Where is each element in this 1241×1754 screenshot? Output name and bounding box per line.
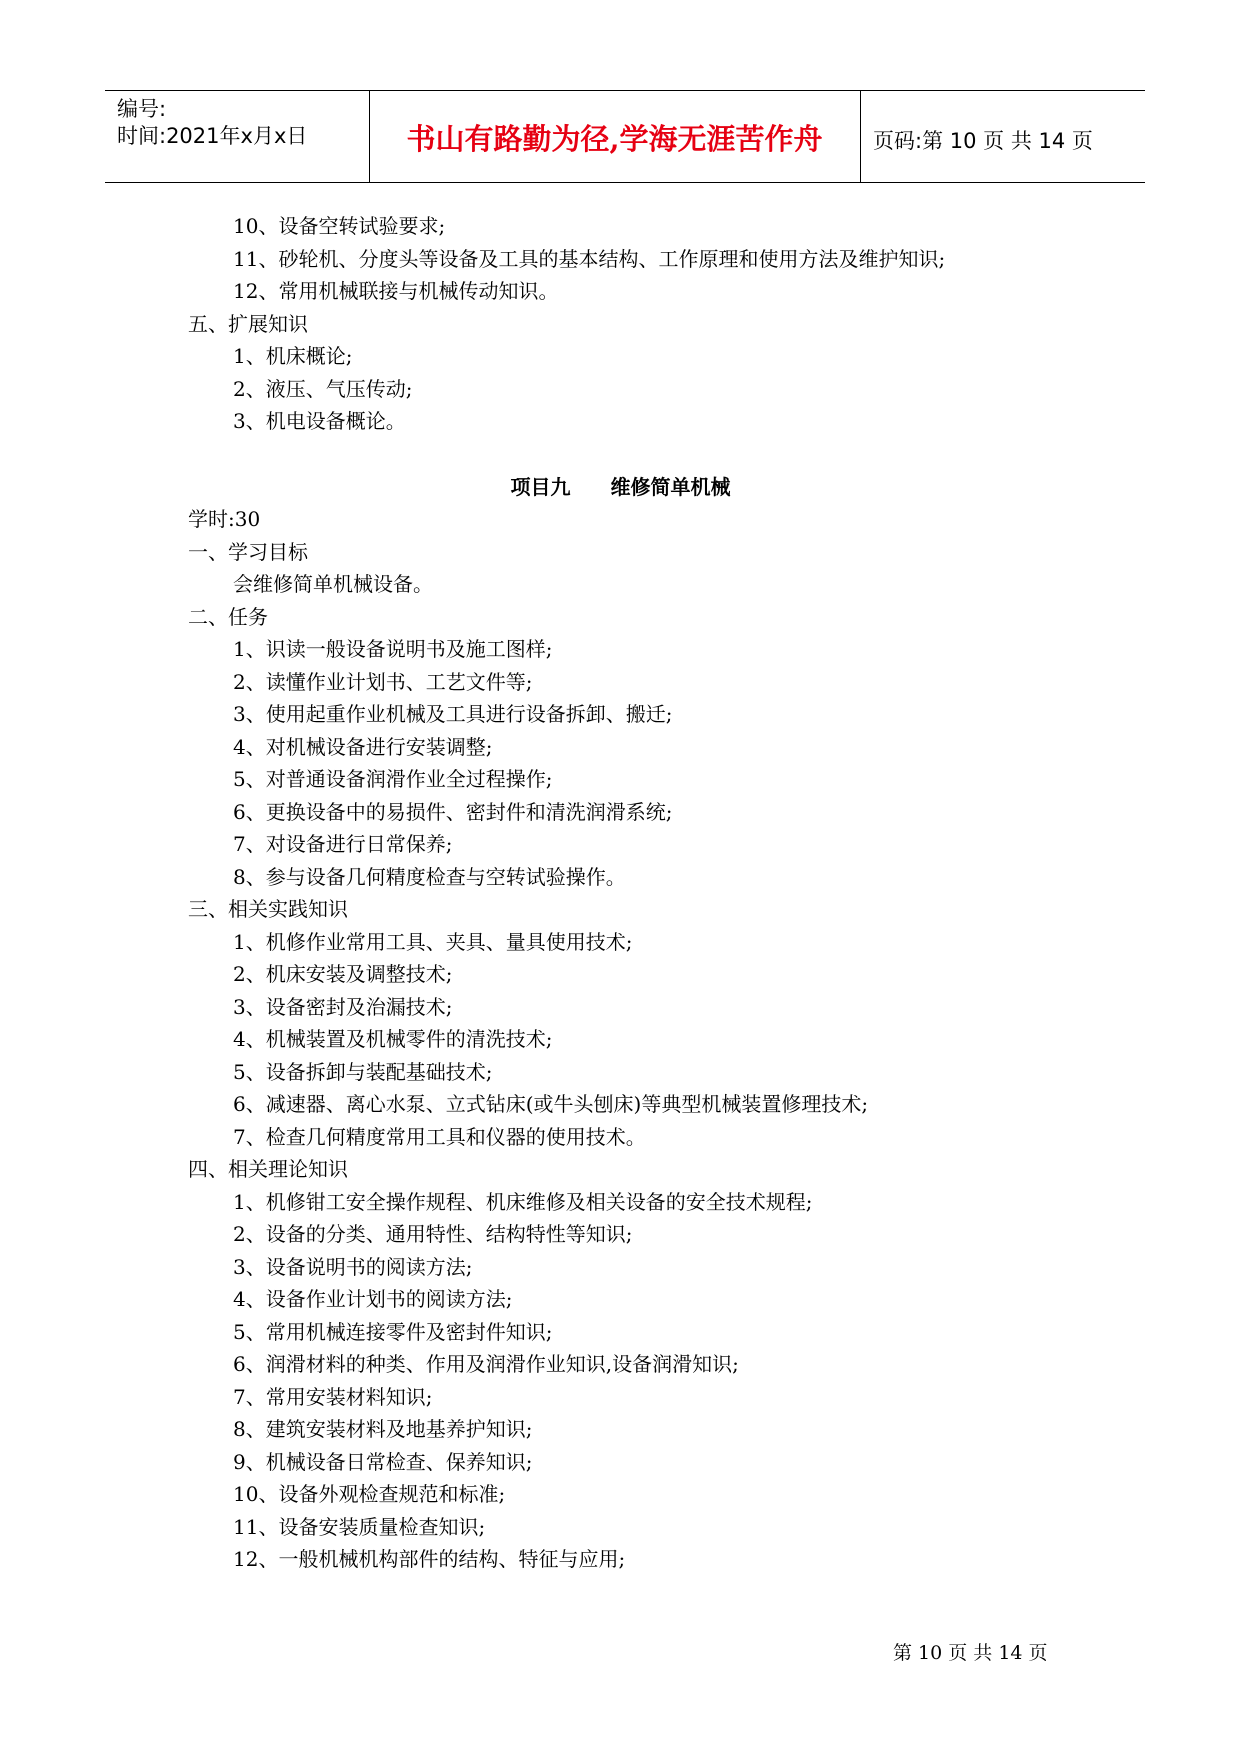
list-item: 4、对机械设备进行安装调整;	[233, 735, 493, 759]
list-item: 10、设备外观检查规范和标准;	[233, 1482, 506, 1506]
header-bottom-rule	[105, 182, 1145, 183]
list-item: 8、建筑安装材料及地基养护知识;	[233, 1417, 533, 1441]
section-heading: 五、扩展知识	[188, 312, 308, 336]
list-item: 2、液压、气压传动;	[233, 377, 413, 401]
footer-page-number: 第 10 页 共 14 页	[893, 1642, 1048, 1664]
header-time-label: 时间:2021年x月x日	[117, 124, 308, 148]
list-item: 1、机修作业常用工具、夹具、量具使用技术;	[233, 930, 633, 954]
list-item: 11、砂轮机、分度头等设备及工具的基本结构、工作原理和使用方法及维护知识;	[233, 247, 946, 271]
section-heading: 二、任务	[188, 605, 268, 629]
list-item: 5、常用机械连接零件及密封件知识;	[233, 1320, 553, 1344]
list-item: 7、常用安装材料知识;	[233, 1385, 433, 1409]
list-item: 3、机电设备概论。	[233, 409, 406, 433]
list-item: 12、一般机械机构部件的结构、特征与应用;	[233, 1547, 626, 1571]
list-item: 5、对普通设备润滑作业全过程操作;	[233, 767, 553, 791]
list-item: 7、对设备进行日常保养;	[233, 832, 453, 856]
list-item: 8、参与设备几何精度检查与空转试验操作。	[233, 865, 626, 889]
project-title-name: 维修简单机械	[610, 475, 731, 499]
list-item: 7、检查几何精度常用工具和仪器的使用技术。	[233, 1125, 646, 1149]
list-item: 12、常用机械联接与机械传动知识。	[233, 279, 559, 303]
section-heading: 三、相关实践知识	[188, 897, 348, 921]
section-heading: 一、学习目标	[188, 540, 308, 564]
list-item: 11、设备安装质量检查知识;	[233, 1515, 486, 1539]
list-item: 3、设备密封及治漏技术;	[233, 995, 453, 1019]
list-item: 5、设备拆卸与装配基础技术;	[233, 1060, 493, 1084]
list-item: 3、设备说明书的阅读方法;	[233, 1255, 473, 1279]
list-item: 1、机床概论;	[233, 344, 353, 368]
list-item: 1、识读一般设备说明书及施工图样;	[233, 637, 553, 661]
header-page-code: 页码:第 10 页 共 14 页	[873, 129, 1093, 153]
list-item: 4、设备作业计划书的阅读方法;	[233, 1287, 513, 1311]
list-item: 会维修简单机械设备。	[233, 572, 433, 596]
list-item: 6、更换设备中的易损件、密封件和清洗润滑系统;	[233, 800, 673, 824]
list-item: 4、机械装置及机械零件的清洗技术;	[233, 1027, 553, 1051]
list-item: 2、机床安装及调整技术;	[233, 962, 453, 986]
section-heading: 四、相关理论知识	[188, 1157, 348, 1181]
list-item: 2、读懂作业计划书、工艺文件等;	[233, 670, 533, 694]
list-item: 2、设备的分类、通用特性、结构特性等知识;	[233, 1222, 633, 1246]
class-hours: 学时:30	[188, 507, 261, 531]
header-motto: 书山有路勤为径,学海无涯苦作舟	[406, 122, 823, 156]
list-item: 3、使用起重作业机械及工具进行设备拆卸、搬迁;	[233, 702, 673, 726]
project-title-number: 项目九	[510, 475, 571, 499]
list-item: 6、润滑材料的种类、作用及润滑作业知识,设备润滑知识;	[233, 1352, 739, 1376]
list-item: 9、机械设备日常检查、保养知识;	[233, 1450, 533, 1474]
header-number-label: 编号:	[117, 97, 167, 121]
header-divider-right	[860, 90, 861, 182]
list-item: 6、减速器、离心水泵、立式钻床(或牛头刨床)等典型机械装置修理技术;	[233, 1092, 869, 1116]
header-top-rule	[105, 90, 1145, 91]
list-item: 1、机修钳工安全操作规程、机床维修及相关设备的安全技术规程;	[233, 1190, 813, 1214]
project-title	[0, 473, 1241, 501]
list-item: 10、设备空转试验要求;	[233, 214, 446, 238]
